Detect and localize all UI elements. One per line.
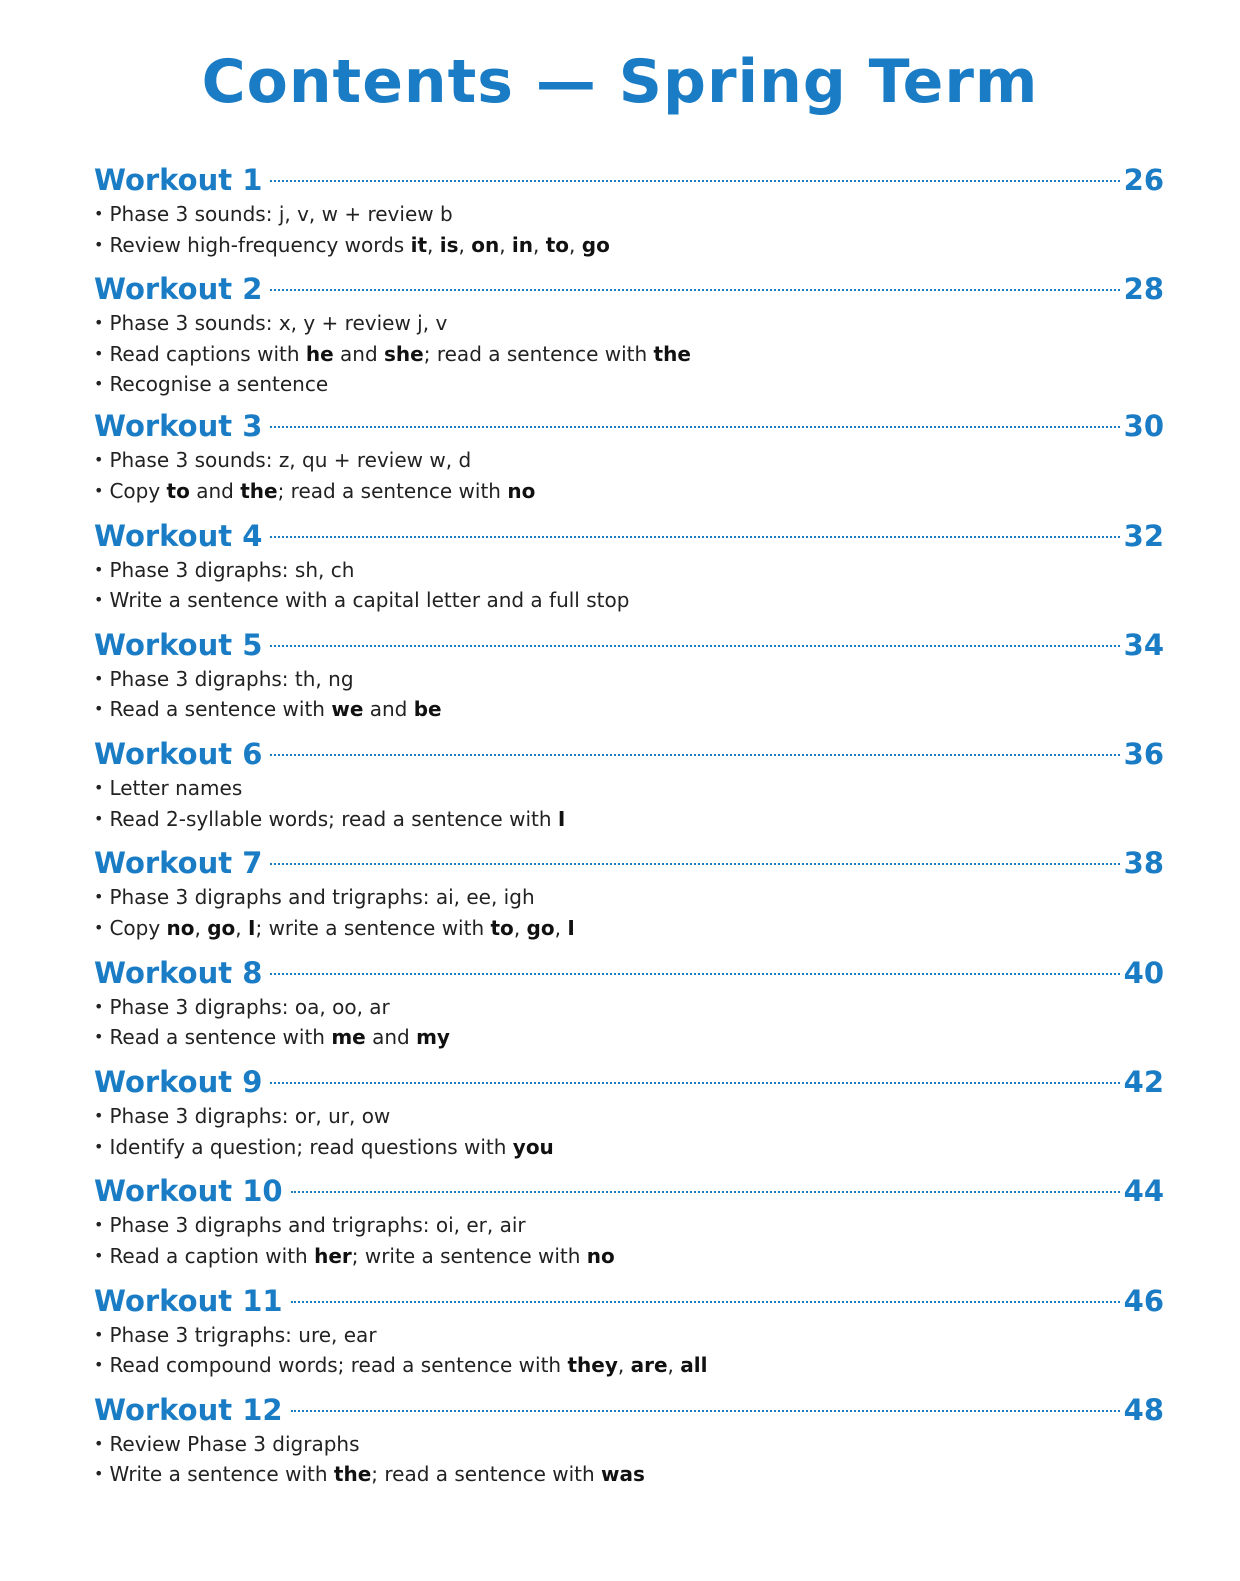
page-number: 30 xyxy=(1123,409,1164,444)
objective-list xyxy=(94,1102,1164,1163)
key-word: no xyxy=(586,1243,615,1268)
toc-entry xyxy=(94,1171,1164,1280)
key-word: no xyxy=(507,478,536,503)
objective-item xyxy=(94,1351,1164,1382)
key-word: my xyxy=(416,1025,450,1050)
key-word: the xyxy=(240,478,278,503)
key-word: I xyxy=(557,806,566,831)
objective-item xyxy=(94,665,1164,696)
page-number: 48 xyxy=(1123,1392,1164,1427)
objective-text: Phase 3 sounds: j, v, w + review b xyxy=(109,202,453,226)
objective-item xyxy=(94,340,1164,371)
page-number: 46 xyxy=(1123,1283,1164,1318)
page-number: 36 xyxy=(1123,737,1164,772)
objective-text: Identify a question; read questions with xyxy=(109,1134,513,1159)
objective-list xyxy=(94,309,1164,401)
objective-text: Phase 3 digraphs: sh, ch xyxy=(109,557,355,582)
workout-title: Workout 4 xyxy=(94,518,263,553)
objective-text: and xyxy=(333,341,385,366)
objective-item xyxy=(94,1321,1164,1352)
toc-entry xyxy=(94,734,1164,843)
key-word: the xyxy=(333,1462,372,1487)
key-word: it xyxy=(410,232,428,257)
objective-text: Letter names xyxy=(109,776,243,801)
objective-text: Phase 3 sounds: z, qu + review w, d xyxy=(109,448,472,473)
objective-text: Phase 3 sounds: x, y + review j, v xyxy=(109,311,448,336)
objective-text: , xyxy=(513,915,527,940)
dot-leader xyxy=(291,1301,1120,1303)
toc-entry xyxy=(94,625,1164,734)
key-word: to xyxy=(490,915,514,940)
objective-text: Write a sentence with a capital letter and a full stop xyxy=(109,588,630,613)
key-word: go xyxy=(526,915,555,940)
objective-item xyxy=(94,1211,1164,1242)
toc-entry-heading xyxy=(94,1281,1164,1321)
objective-list xyxy=(94,556,1164,617)
key-word: to xyxy=(166,478,190,503)
toc-entry-heading xyxy=(94,1062,1164,1102)
dot-leader xyxy=(270,754,1119,756)
toc-entry-heading xyxy=(94,516,1164,556)
workout-title: Workout 6 xyxy=(94,737,263,772)
key-word: be xyxy=(413,697,442,722)
objective-item xyxy=(94,805,1164,836)
objective-text: ; read a sentence with xyxy=(371,1462,602,1487)
toc-entry xyxy=(94,1281,1164,1390)
objective-text: Read captions with xyxy=(109,341,306,366)
key-word: me xyxy=(331,1025,366,1050)
objective-list xyxy=(94,200,1164,261)
objective-item xyxy=(94,1133,1164,1164)
objective-item xyxy=(94,1102,1164,1133)
page-number: 34 xyxy=(1123,627,1164,662)
objective-text: , xyxy=(569,232,582,257)
key-word: they xyxy=(567,1353,618,1378)
workout-title: Workout 10 xyxy=(94,1174,283,1209)
objective-text: Copy xyxy=(109,915,167,940)
key-word: no xyxy=(166,915,195,940)
objective-item xyxy=(94,586,1164,617)
objective-text: , xyxy=(499,232,512,257)
page-number: 44 xyxy=(1123,1174,1164,1209)
objective-text: Read compound words; read a sentence with xyxy=(109,1353,568,1378)
objective-list xyxy=(94,993,1164,1054)
objective-text: and xyxy=(365,1025,417,1050)
objective-text: Phase 3 digraphs and trigraphs: oi, er, air xyxy=(109,1213,526,1238)
objective-list xyxy=(94,1211,1164,1272)
objective-text: , xyxy=(194,915,208,940)
toc-entry-heading xyxy=(94,843,1164,883)
objective-item xyxy=(94,914,1164,945)
toc-entry-heading xyxy=(94,953,1164,993)
dot-leader xyxy=(270,645,1119,647)
key-word: he xyxy=(305,341,334,366)
objective-text: Phase 3 trigraphs: ure, ear xyxy=(109,1322,377,1347)
objective-item xyxy=(94,774,1164,805)
objective-text: Phase 3 digraphs: oa, oo, ar xyxy=(109,994,390,1019)
key-word: her xyxy=(314,1243,352,1268)
key-word: is xyxy=(439,232,459,257)
dot-leader xyxy=(270,536,1119,538)
key-word: go xyxy=(581,232,610,257)
objective-text: and xyxy=(189,478,241,503)
objective-item xyxy=(94,1242,1164,1273)
objective-item xyxy=(94,1430,1164,1461)
toc-entry-heading xyxy=(94,625,1164,665)
key-word: the xyxy=(653,341,691,366)
workout-title: Workout 2 xyxy=(94,272,263,307)
objective-text: Read 2-syllable words; read a sentence with xyxy=(109,806,558,831)
key-word: all xyxy=(680,1353,708,1378)
page-number: 26 xyxy=(1123,163,1164,197)
page-number: 38 xyxy=(1123,846,1164,881)
objective-text: ; read a sentence with xyxy=(423,341,654,366)
toc-entry-heading xyxy=(94,734,1164,774)
workout-title: Workout 1 xyxy=(94,163,263,197)
toc-entry xyxy=(94,160,1164,269)
dot-leader xyxy=(291,1410,1120,1412)
objective-list xyxy=(94,665,1164,726)
dot-leader xyxy=(270,289,1119,291)
objective-text: , xyxy=(458,232,472,257)
dot-leader xyxy=(270,1082,1119,1084)
key-word: I xyxy=(567,915,575,940)
dot-leader xyxy=(270,973,1119,975)
objective-text: , xyxy=(554,915,568,940)
toc-entry-heading xyxy=(94,1390,1164,1430)
workout-title: Workout 12 xyxy=(94,1392,283,1427)
workout-title: Workout 8 xyxy=(94,955,263,990)
objective-text: ; write a sentence with xyxy=(255,915,491,940)
objective-list xyxy=(94,1430,1164,1491)
page-number: 28 xyxy=(1123,272,1164,307)
objective-list xyxy=(94,774,1164,835)
toc-entry xyxy=(94,1062,1164,1171)
key-word: go xyxy=(207,915,236,940)
workout-title: Workout 3 xyxy=(94,409,263,444)
objective-text: Read a sentence with xyxy=(109,697,332,722)
objective-text: , xyxy=(667,1353,681,1378)
key-word: to xyxy=(545,232,570,257)
dot-leader xyxy=(270,426,1119,428)
key-word: was xyxy=(601,1462,645,1487)
objective-list xyxy=(94,446,1164,507)
page-number: 32 xyxy=(1123,518,1164,553)
objective-text: Phase 3 digraphs and trigraphs: ai, ee, igh xyxy=(109,885,535,910)
objective-list xyxy=(94,1321,1164,1382)
key-word: we xyxy=(331,697,364,722)
objective-text: , xyxy=(617,1353,631,1378)
objective-text: and xyxy=(363,697,414,722)
key-word: are xyxy=(630,1353,668,1378)
objective-text: Read a sentence with xyxy=(109,1025,332,1050)
objective-text: Copy xyxy=(109,478,167,503)
workout-title: Workout 7 xyxy=(94,846,263,881)
objective-item xyxy=(94,1460,1164,1491)
key-word: I xyxy=(248,915,256,940)
objective-text: ; write a sentence with xyxy=(351,1243,587,1268)
toc-entry xyxy=(94,1390,1164,1499)
key-word: you xyxy=(512,1134,554,1159)
toc-entry xyxy=(94,516,1164,625)
objective-text: , xyxy=(427,232,440,257)
workout-title: Workout 11 xyxy=(94,1283,283,1318)
objective-list xyxy=(94,883,1164,944)
objective-text: ; read a sentence with xyxy=(277,478,508,503)
objective-item xyxy=(94,993,1164,1024)
toc-entry-heading xyxy=(94,160,1164,200)
objective-item xyxy=(94,883,1164,914)
workout-title: Workout 5 xyxy=(94,627,263,662)
key-word: she xyxy=(384,341,424,366)
objective-item xyxy=(94,556,1164,587)
objective-item xyxy=(94,200,1164,231)
dot-leader xyxy=(291,1191,1120,1193)
toc-entry-heading xyxy=(94,406,1164,446)
toc-entry xyxy=(94,843,1164,952)
objective-text: , xyxy=(235,915,249,940)
page-number: 42 xyxy=(1123,1065,1164,1100)
page-title: Contents — Spring Term xyxy=(201,47,1039,117)
objective-text: Write a sentence with xyxy=(109,1462,334,1487)
page-number: 40 xyxy=(1123,955,1164,990)
toc-entry-heading xyxy=(94,1171,1164,1211)
objective-text: Review high-frequency words xyxy=(109,232,411,257)
objective-item xyxy=(94,446,1164,477)
toc-entry xyxy=(94,269,1164,406)
objective-item xyxy=(94,370,1164,401)
toc-entry xyxy=(94,953,1164,1062)
toc-entry xyxy=(94,406,1164,515)
objective-text: Review Phase 3 digraphs xyxy=(109,1431,360,1456)
toc-entry-heading xyxy=(94,269,1164,309)
workout-title: Workout 9 xyxy=(94,1065,263,1100)
objective-item xyxy=(94,695,1164,726)
objective-text: , xyxy=(533,232,546,257)
dot-leader xyxy=(270,863,1119,865)
key-word: in xyxy=(511,232,534,257)
objective-item xyxy=(94,231,1164,262)
objective-text: Recognise a sentence xyxy=(109,372,329,397)
objective-item xyxy=(94,1023,1164,1054)
table-of-contents xyxy=(94,160,1164,1499)
objective-item xyxy=(94,309,1164,340)
dot-leader xyxy=(270,180,1119,182)
key-word: on xyxy=(471,232,500,257)
objective-item xyxy=(94,477,1164,508)
objective-text: Phase 3 digraphs: th, ng xyxy=(109,666,354,691)
objective-text: Phase 3 digraphs: or, ur, ow xyxy=(109,1104,391,1129)
objective-text: Read a caption with xyxy=(109,1243,315,1268)
